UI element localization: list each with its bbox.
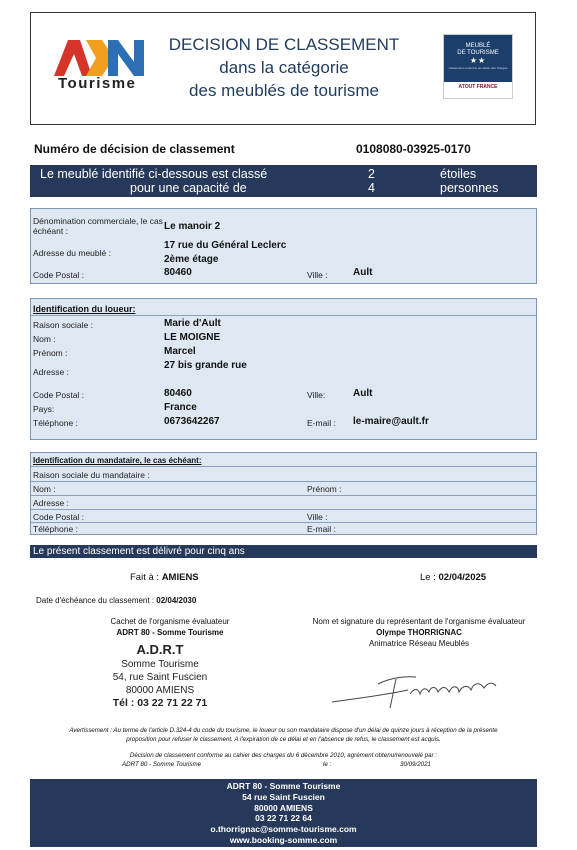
- le-value: 02/04/2025: [438, 572, 487, 583]
- conformite-org: ADRT 80 - Somme Tourisme: [122, 761, 202, 768]
- email-label: E-mail :: [307, 418, 336, 428]
- nom-label: Nom :: [33, 334, 56, 344]
- mandataire-cp-label: Code Postal :: [33, 512, 85, 522]
- fait-a: [130, 572, 199, 583]
- badge-note: classement conforme au cahier des charges: [448, 66, 508, 70]
- loueur-title: Identification du loueur:: [33, 304, 136, 314]
- le-label: Le :: [420, 572, 436, 583]
- mandataire-adresse-label: Adresse :: [33, 498, 69, 508]
- raison-sociale-label: Raison sociale :: [33, 320, 94, 330]
- footer: [30, 779, 537, 847]
- prenom-value: Marcel: [164, 346, 196, 357]
- stars-unit: étoiles: [440, 167, 477, 181]
- capacity-unit: personnes: [440, 181, 499, 195]
- classement-line-2: pour une capacité de: [130, 181, 247, 195]
- echeance: [36, 596, 196, 605]
- echeance-value: 02/04/2030: [156, 596, 197, 605]
- cachet-org: ADRT 80 - Somme Tourisme: [116, 628, 224, 637]
- raison-sociale-value: Marie d'Ault: [164, 318, 221, 329]
- cp-loueur-value: 80460: [164, 388, 192, 399]
- validity-text: Le présent classement est délivré pour cinq ans: [33, 546, 245, 557]
- conformite-date: 30/09/2021: [400, 761, 431, 768]
- stars-value: 2: [368, 167, 375, 181]
- footer-line-1: ADRT 80 - Somme Tourisme: [226, 781, 341, 791]
- classement-line-1: Le meublé identifié ci-dessous est classé: [40, 167, 268, 181]
- pays-label: Pays:: [33, 404, 55, 414]
- mandataire-row-sep: [31, 522, 536, 523]
- ville-loueur-value: Ault: [353, 388, 373, 399]
- stamp-line-3: 54, rue Saint Fuscien: [112, 672, 208, 683]
- mandataire-nom-label: Nom :: [33, 484, 56, 494]
- conformite-le: le :: [323, 761, 332, 768]
- title-line-1: DECISION DE CLASSEMENT: [168, 35, 400, 54]
- cp-meuble-label: Code Postal :: [33, 270, 85, 280]
- meuble-tourisme-badge: [443, 34, 513, 99]
- ville-loueur-label: Ville:: [307, 390, 326, 400]
- nom-value: LE MOIGNE: [164, 332, 221, 343]
- meuble-panel: [30, 208, 537, 284]
- signature-name: Olympe THORRIGNAC: [376, 628, 462, 637]
- logo-text: Tourisme: [58, 75, 137, 92]
- badge-line-1: MEUBLÉ: [465, 43, 491, 49]
- title-line-3: des meublés de tourisme: [189, 81, 379, 100]
- footer-line-3: 80000 AMIENS: [254, 802, 313, 813]
- classement-bar: [30, 165, 537, 197]
- fait-le: [420, 572, 486, 583]
- footer-line-4: 03 22 71 22 64: [255, 813, 312, 824]
- email-value: le-maire@ault.fr: [353, 416, 429, 427]
- mandataire-ville-label: Ville :: [307, 512, 328, 522]
- telephone-value: 0673642267: [164, 416, 220, 427]
- mandataire-row-sep: [31, 509, 536, 510]
- validity-bar: [30, 545, 537, 558]
- loueur-separator: [31, 315, 536, 316]
- echeance-label: Date d'échéance du classement :: [36, 596, 155, 605]
- fait-value: AMIENS: [161, 572, 199, 583]
- mandataire-title: Identification du mandataire, le cas échéant:: [33, 456, 202, 465]
- mandataire-email-label: E-mail :: [307, 524, 336, 534]
- signature-block: [298, 616, 540, 649]
- stamp-line-4: 80000 AMIENS: [125, 685, 195, 696]
- mandataire-raison-label: Raison sociale du mandataire :: [33, 470, 150, 480]
- denomination-label: Dénomination commerciale, le cas échéant :: [33, 216, 163, 236]
- adresse-meuble-line-1: 17 rue du Général Leclerc: [164, 240, 287, 251]
- footer-line-2: 54 rue Saint Fuscien: [242, 791, 325, 802]
- stamp-line-5: Tél : 03 22 71 22 71: [112, 697, 208, 709]
- ville-meuble-value: Ault: [353, 267, 373, 278]
- handwritten-signature: [330, 668, 510, 712]
- cachet-block: [80, 616, 260, 638]
- decision-label: Numéro de décision de classement: [34, 142, 235, 156]
- prenom-label: Prénom :: [33, 348, 68, 358]
- document-title: [158, 33, 410, 102]
- signature-role: Animatrice Réseau Meublés: [368, 639, 470, 648]
- badge-brand: ATOUT FRANCE: [458, 84, 498, 90]
- mandataire-panel: [30, 452, 537, 535]
- adresse-loueur-value: 27 bis grande rue: [164, 360, 247, 371]
- badge-top: [444, 35, 512, 82]
- ville-meuble-label: Ville :: [307, 270, 328, 280]
- adresse-meuble-label: Adresse du meublé :: [33, 248, 111, 258]
- pays-value: France: [164, 402, 197, 413]
- adresse-meuble-line-2: 2ème étage: [164, 254, 219, 265]
- avertissement-line-1: Avertissement : Au terme de l'article D.324-4 du code du tourisme, le loueur ou son mandataire dispose d'un délai de quinze jours à réception de la présente: [69, 727, 498, 734]
- fait-label: Fait à :: [130, 572, 160, 583]
- footer-website[interactable]: www.booking-somme.com: [229, 834, 338, 845]
- mandataire-separator: [31, 466, 536, 467]
- title-line-2: dans la catégorie: [219, 58, 349, 77]
- cachet-stamp: [80, 642, 240, 710]
- mandataire-row-sep: [31, 481, 536, 482]
- badge-stars-icon: ★★: [469, 56, 487, 65]
- denomination-value: Le manoir 2: [164, 221, 221, 232]
- cp-meuble-value: 80460: [164, 267, 192, 278]
- conformite-line: Décision de classement conforme au cahier des charges du 6 décembre 2010, agrément obtenu/renouvelé par :: [129, 752, 438, 759]
- capacity-value: 4: [368, 181, 375, 195]
- mandataire-row-sep: [31, 495, 536, 496]
- stamp-line-1: A.D.R.T: [136, 642, 184, 657]
- cp-loueur-label: Code Postal :: [33, 390, 85, 400]
- adresse-loueur-label: Adresse :: [33, 367, 69, 377]
- loueur-panel: [30, 298, 537, 440]
- stamp-line-2: Somme Tourisme: [121, 659, 199, 670]
- avertissement-line-2: proposition pour refuser le classement. A l'expiration de ce délai et en l'absence de refus, le classement est acquis.: [126, 735, 441, 743]
- signature-title: Nom et signature du représentant de l'organisme évaluateur: [312, 617, 526, 626]
- mandataire-prenom-label: Prénom :: [307, 484, 342, 494]
- cachet-title: Cachet de l'organisme évaluateur: [110, 617, 230, 626]
- badge-line-2: DE TOURISME: [457, 50, 499, 56]
- footer-email[interactable]: o.thorrignac@somme-tourisme.com: [210, 824, 357, 835]
- avertissement: [30, 727, 537, 744]
- decision-number: 0108080-03925-0170: [356, 142, 471, 156]
- telephone-label: Téléphone :: [33, 418, 78, 428]
- mandataire-tel-label: Téléphone :: [33, 524, 78, 534]
